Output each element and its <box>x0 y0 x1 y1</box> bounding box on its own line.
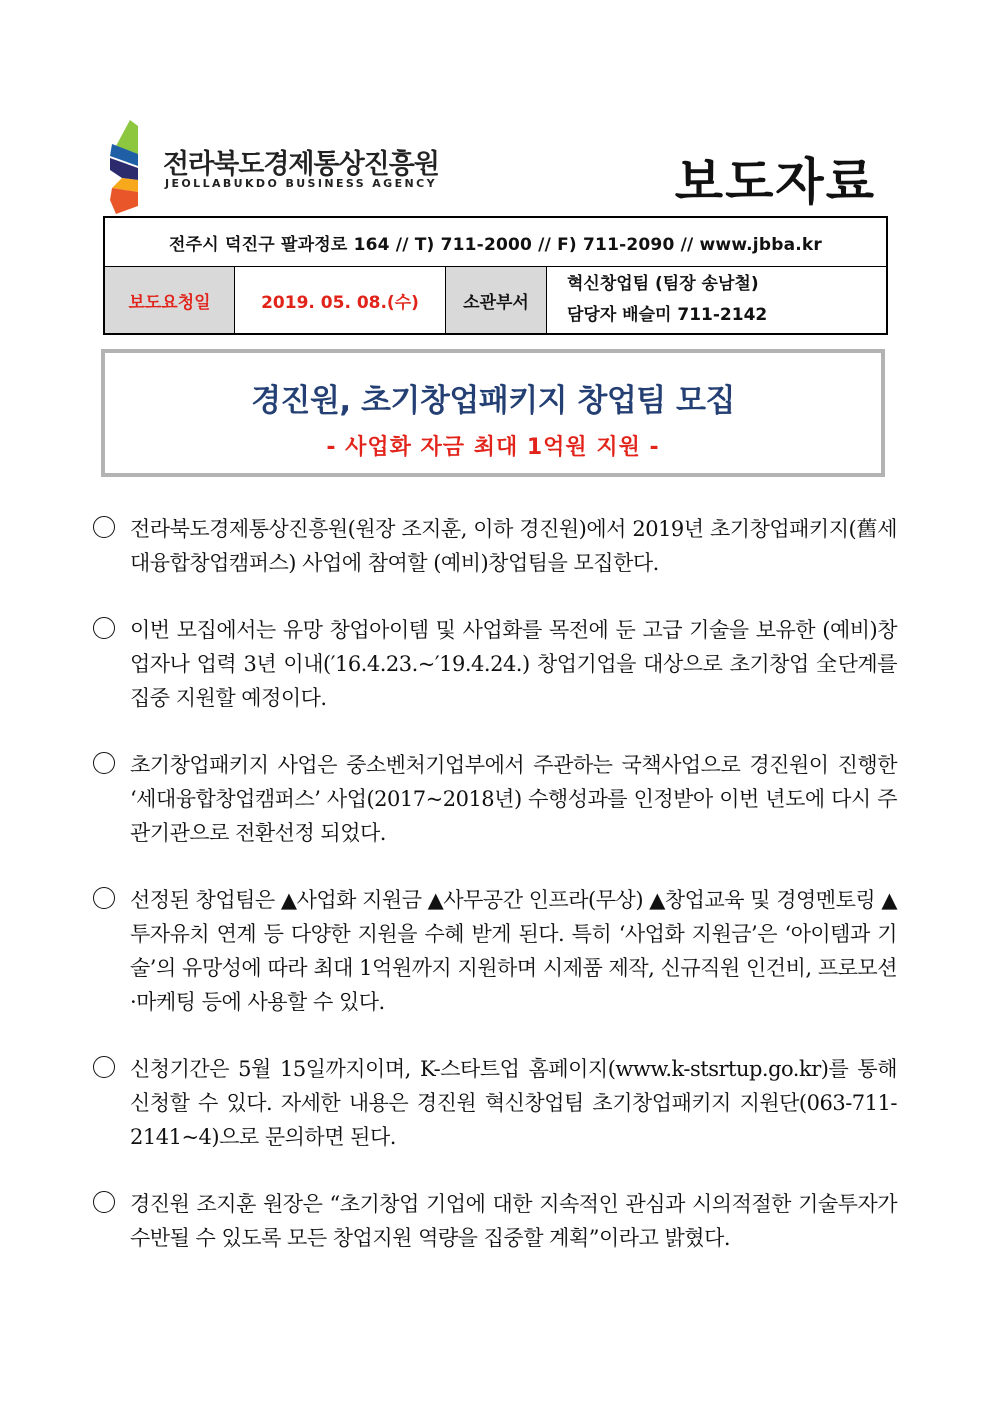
paragraph-text: 경진원 조지훈 원장은 “초기창업 기업에 대한 지속적인 관심과 시의적절한 기술투자가 수반될 수 있도록 모든 창업지원 역량을 집중할 계획”이라고 밝혔다. <box>130 1192 897 1250</box>
department-label: 소관부서 <box>446 267 547 335</box>
document-type-title: 보도자료 <box>674 153 876 211</box>
department-info <box>547 267 888 335</box>
paragraph-text: 초기창업패키지 사업은 중소벤처기업부에서 주관하는 국책사업으로 경진원이 진행한 ‘세대융합창업캠퍼스’ 사업(2017~2018년) 수행성과를 인정받아 이번 년도에 다시 주관기관으로 전환선정 되었다. <box>130 753 897 845</box>
department-team: 혁신창업팀 (팀장 송남철) <box>567 274 759 294</box>
paragraph-text: 선정된 창업팀은 ▲사업화 지원금 ▲사무공간 인프라(무상) ▲창업교육 및 경영멘토링 ▲투자유치 연계 등 다양한 지원을 수혜 받게 된다. 특히 ‘사업화 지원금’은 ‘아이템과 기술’의 유망성에 따라 최대 1억원까지 지원하며 시제품 제작, 신규직원 인건비, 프로모션·마케팅 등에 사용할 수 있다. <box>130 888 897 1014</box>
contact-info-table <box>103 216 888 335</box>
paragraph <box>93 748 897 850</box>
headline-title: 경진원, 초기창업패키지 창업팀 모집 <box>251 383 735 419</box>
paragraph <box>93 1052 897 1154</box>
request-date-value: 2019. 05. 08.(수) <box>235 267 446 335</box>
agency-name-korean: 전라북도경제통상진흥원 <box>163 149 439 180</box>
circle-bullet-icon <box>93 752 115 774</box>
circle-bullet-icon <box>93 1191 115 1213</box>
agency-emblem-icon <box>108 120 158 215</box>
paragraph-text: 전라북도경제통상진흥원(원장 조지훈, 이하 경진원)에서 2019년 초기창업패키지(舊세대융합창업캠퍼스) 사업에 참여할 (예비)창업팀을 모집한다. <box>130 517 897 575</box>
body-paragraphs <box>93 512 897 1288</box>
circle-bullet-icon <box>93 617 115 639</box>
headline-box <box>101 349 885 477</box>
address-line: 전주시 덕진구 팔과정로 164 // T) 711-2000 // F) 711-2090 // www.jbba.kr <box>104 217 887 267</box>
request-date-label: 보도요청일 <box>104 267 235 335</box>
paragraph <box>93 883 897 1019</box>
headline-subtitle: - 사업화 자금 최대 1억원 지원 - <box>326 435 660 460</box>
circle-bullet-icon <box>93 516 115 538</box>
paragraph-text: 신청기간은 5월 15일까지이며, K-스타트업 홈페이지(www.k-stsrtup.go.kr)를 통해 신청할 수 있다. 자세한 내용은 경진원 혁신창업팀 초기창업패키지 지원단(063-711-2141~4)으로 문의하면 된다. <box>130 1057 897 1149</box>
department-contact: 담당자 배슬미 711-2142 <box>567 305 768 325</box>
paragraph <box>93 613 897 715</box>
circle-bullet-icon <box>93 887 115 909</box>
paragraph-text: 이번 모집에서는 유망 창업아이템 및 사업화를 목전에 둔 고급 기술을 보유한 (예비)창업자나 업력 3년 이내(′16.4.23.~′19.4.24.) 창업기업을 대상으로 초기창업 全단계를 집중 지원할 예정이다. <box>130 618 897 710</box>
paragraph <box>93 512 897 580</box>
agency-logo <box>108 120 439 215</box>
circle-bullet-icon <box>93 1056 115 1078</box>
paragraph <box>93 1187 897 1255</box>
agency-name-english: JEOLLABUKDO BUSINESS AGENCY <box>165 177 437 190</box>
